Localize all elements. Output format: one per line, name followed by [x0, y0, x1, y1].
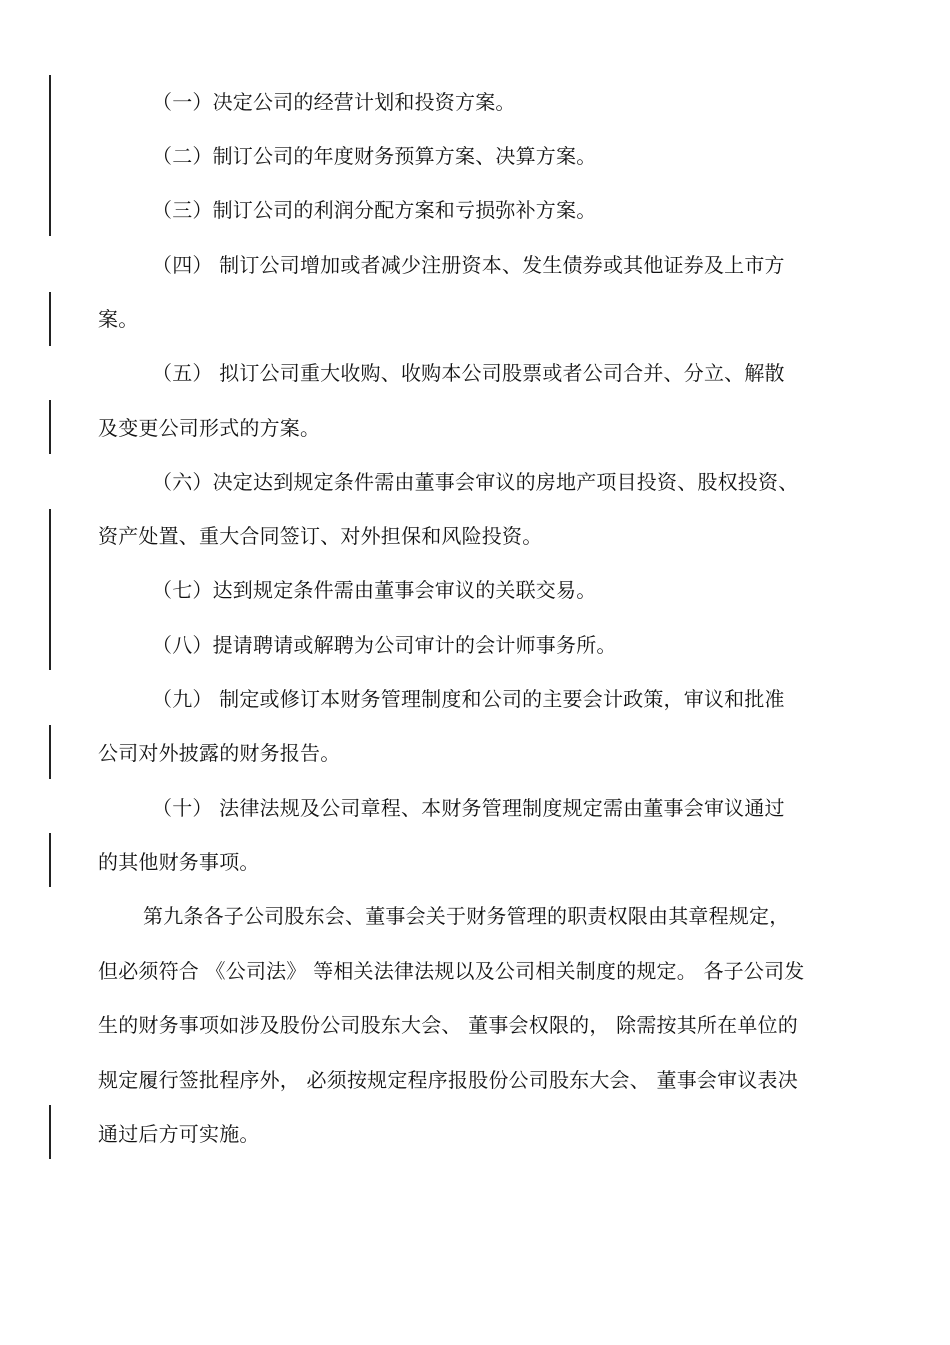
paragraph-line: （七）达到规定条件需由董事会审议的关联交易。	[152, 578, 597, 602]
revision-bar	[49, 509, 51, 670]
paragraph-line: 第九条各子公司股东会、董事会关于财务管理的职责权限由其章程规定，	[143, 904, 790, 928]
revision-bar	[49, 75, 51, 236]
paragraph-line: 的其他财务事项。	[98, 850, 260, 874]
paragraph-line: （一）决定公司的经营计划和投资方案。	[152, 90, 516, 114]
paragraph-line: 通过后方可实施。	[98, 1122, 260, 1146]
paragraph-line: 资产处置、重大合同签订、对外担保和风险投资。	[98, 524, 543, 548]
paragraph-line: （二）制订公司的年度财务预算方案、决算方案。	[152, 144, 597, 168]
revision-bar	[49, 400, 51, 454]
paragraph-line: 公司对外披露的财务报告。	[98, 741, 341, 765]
paragraph-line: （六）决定达到规定条件需由董事会审议的房地产项目投资、股权投资、	[152, 470, 799, 494]
paragraph-line: （三）制订公司的利润分配方案和亏损弥补方案。	[152, 198, 597, 222]
paragraph-line: 生的财务事项如涉及股份公司股东大会、 董事会权限的， 除需按其所在单位的	[98, 1013, 798, 1037]
paragraph-line: （五） 拟订公司重大收购、收购本公司股票或者公司合并、分立、解散	[152, 361, 785, 385]
paragraph-line: 规定履行签批程序外， 必须按规定程序报股份公司股东大会、 董事会审议表决	[98, 1068, 798, 1092]
paragraph-line: （九） 制定或修订本财务管理制度和公司的主要会计政策，审议和批准	[152, 687, 785, 711]
paragraph-line: 但必须符合 《公司法》 等相关法律法规以及公司相关制度的规定。 各子公司发	[98, 959, 805, 983]
paragraph-line: （十） 法律法规及公司章程、本财务管理制度规定需由董事会审议通过	[152, 796, 785, 820]
revision-bar	[49, 725, 51, 779]
paragraph-line: （八）提请聘请或解聘为公司审计的会计师事务所。	[152, 633, 617, 657]
paragraph-line: （四） 制订公司增加或者减少注册资本、发生债券或其他证券及上市方	[152, 253, 785, 277]
paragraph-line: 及变更公司形式的方案。	[98, 416, 321, 440]
revision-bar	[49, 833, 51, 887]
revision-bar	[49, 1105, 51, 1159]
revision-bar	[49, 292, 51, 346]
paragraph-line: 案。	[98, 307, 139, 331]
